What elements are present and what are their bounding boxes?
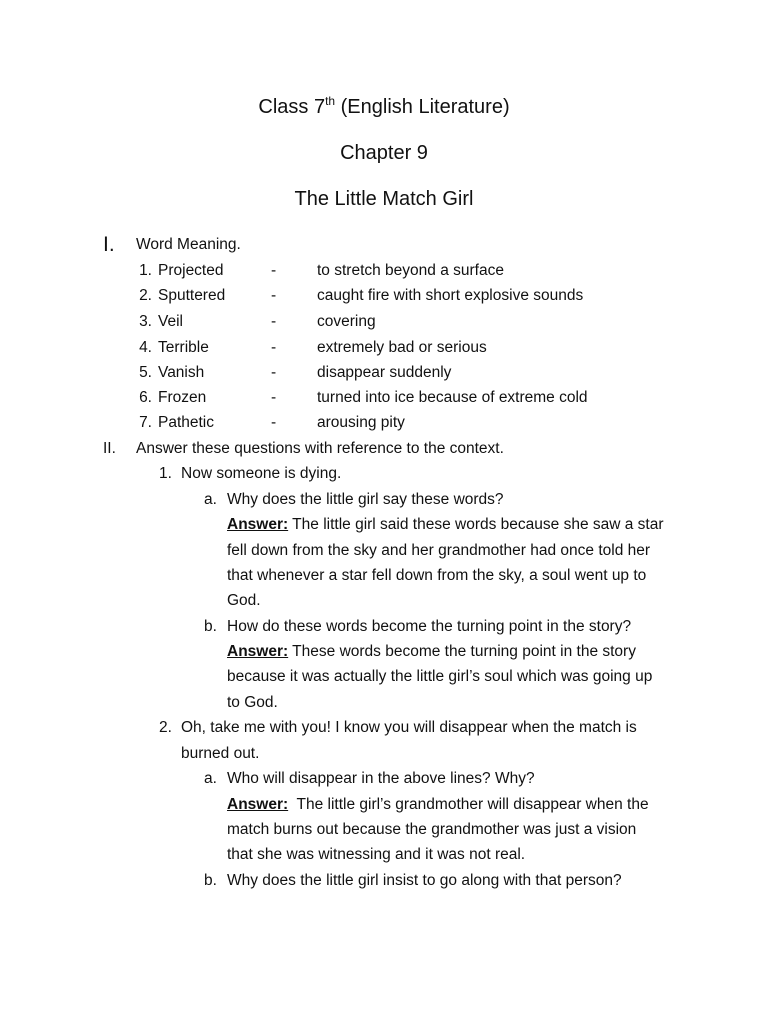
word-meaning-row xyxy=(0,364,768,388)
class-prefix: Class 7 xyxy=(258,96,326,118)
vocab-word: Projected xyxy=(158,262,224,279)
vocab-word: Sputtered xyxy=(158,287,226,304)
q1b-answer-line: because it was actually the little girl’s soul which was going up xyxy=(227,668,653,685)
answer-text: The little girl said these words because she saw a star xyxy=(288,516,664,533)
vocab-meaning: arousing pity xyxy=(317,414,405,431)
q2a-question: Who will disappear in the above lines? Why? xyxy=(227,770,535,787)
word-meaning-row xyxy=(0,287,768,311)
dash: - xyxy=(271,287,277,304)
vocab-meaning: to stretch beyond a surface xyxy=(317,262,504,279)
section2-heading: Answer these questions with reference to the context. xyxy=(136,440,504,457)
q1a-answer-line xyxy=(227,516,664,534)
word-meaning-row xyxy=(0,262,768,286)
q1a-answer-line: that whenever a star fell down from the sky, a soul went up to xyxy=(227,567,647,584)
q2-number: 2. xyxy=(159,719,172,736)
answer-label: Answer: xyxy=(227,643,289,660)
q2a-answer-line: match burns out because the grandmother was just a vision xyxy=(227,821,637,838)
q1a-label: a. xyxy=(204,491,217,508)
q1b-question: How do these words become the turning point in the story? xyxy=(227,618,632,635)
class-heading xyxy=(0,96,768,119)
vocab-word: Terrible xyxy=(158,339,209,356)
q1b-answer-line: to God. xyxy=(227,694,278,711)
item-number: 3. xyxy=(139,313,152,330)
item-number: 1. xyxy=(139,262,152,279)
vocab-word: Veil xyxy=(158,313,183,330)
section1-numeral: I. xyxy=(103,233,115,256)
answer-label: Answer: xyxy=(227,796,289,813)
item-number: 5. xyxy=(139,364,152,381)
vocab-word: Frozen xyxy=(158,389,207,406)
answer-label: Answer: xyxy=(227,516,289,533)
q1-text: Now someone is dying. xyxy=(181,465,342,482)
vocab-word: Vanish xyxy=(158,364,205,381)
section1-heading: Word Meaning. xyxy=(136,236,241,253)
vocab-word: Pathetic xyxy=(158,414,215,431)
vocab-meaning: caught fire with short explosive sounds xyxy=(317,287,584,304)
vocab-meaning: turned into ice because of extreme cold xyxy=(317,389,588,406)
answer-text: These words become the turning point in the story xyxy=(288,643,636,660)
answer-text: The little girl’s grandmother will disappear when the xyxy=(288,796,649,813)
vocab-meaning: disappear suddenly xyxy=(317,364,452,381)
q1b-label: b. xyxy=(204,618,217,635)
q2a-answer-line: that she was witnessing and it was not real. xyxy=(227,846,526,863)
dash: - xyxy=(271,414,277,431)
q2a-label: a. xyxy=(204,770,217,787)
word-meaning-row xyxy=(0,339,768,363)
item-number: 6. xyxy=(139,389,152,406)
item-number: 2. xyxy=(139,287,152,304)
story-title: The Little Match Girl xyxy=(294,188,474,210)
item-number: 4. xyxy=(139,339,152,356)
vocab-meaning: covering xyxy=(317,313,376,330)
q2a-answer-line xyxy=(227,796,649,814)
dash: - xyxy=(271,389,277,406)
vocab-meaning: extremely bad or serious xyxy=(317,339,487,356)
q2-text-line: burned out. xyxy=(181,745,260,762)
q1-number: 1. xyxy=(159,465,172,482)
q1a-question: Why does the little girl say these words? xyxy=(227,491,504,508)
q1a-answer-line: fell down from the sky and her grandmother had once told her xyxy=(227,542,651,559)
dash: - xyxy=(271,262,277,279)
q1a-answer-line: God. xyxy=(227,592,261,609)
class-suffix: (English Literature) xyxy=(335,96,510,118)
word-meaning-row xyxy=(0,313,768,337)
section2-numeral: II. xyxy=(103,440,116,457)
class-superscript: th xyxy=(325,94,336,108)
dash: - xyxy=(271,313,277,330)
q1b-answer-line xyxy=(227,643,636,661)
item-number: 7. xyxy=(139,414,152,431)
word-meaning-row xyxy=(0,414,768,438)
q2-text-line: Oh, take me with you! I know you will disappear when the match is xyxy=(181,719,637,736)
q2b-label: b. xyxy=(204,872,217,889)
chapter-heading: Chapter 9 xyxy=(340,142,428,164)
word-meaning-row xyxy=(0,389,768,413)
dash: - xyxy=(271,339,277,356)
q2b-question: Why does the little girl insist to go along with that person? xyxy=(227,872,622,889)
dash: - xyxy=(271,364,277,381)
